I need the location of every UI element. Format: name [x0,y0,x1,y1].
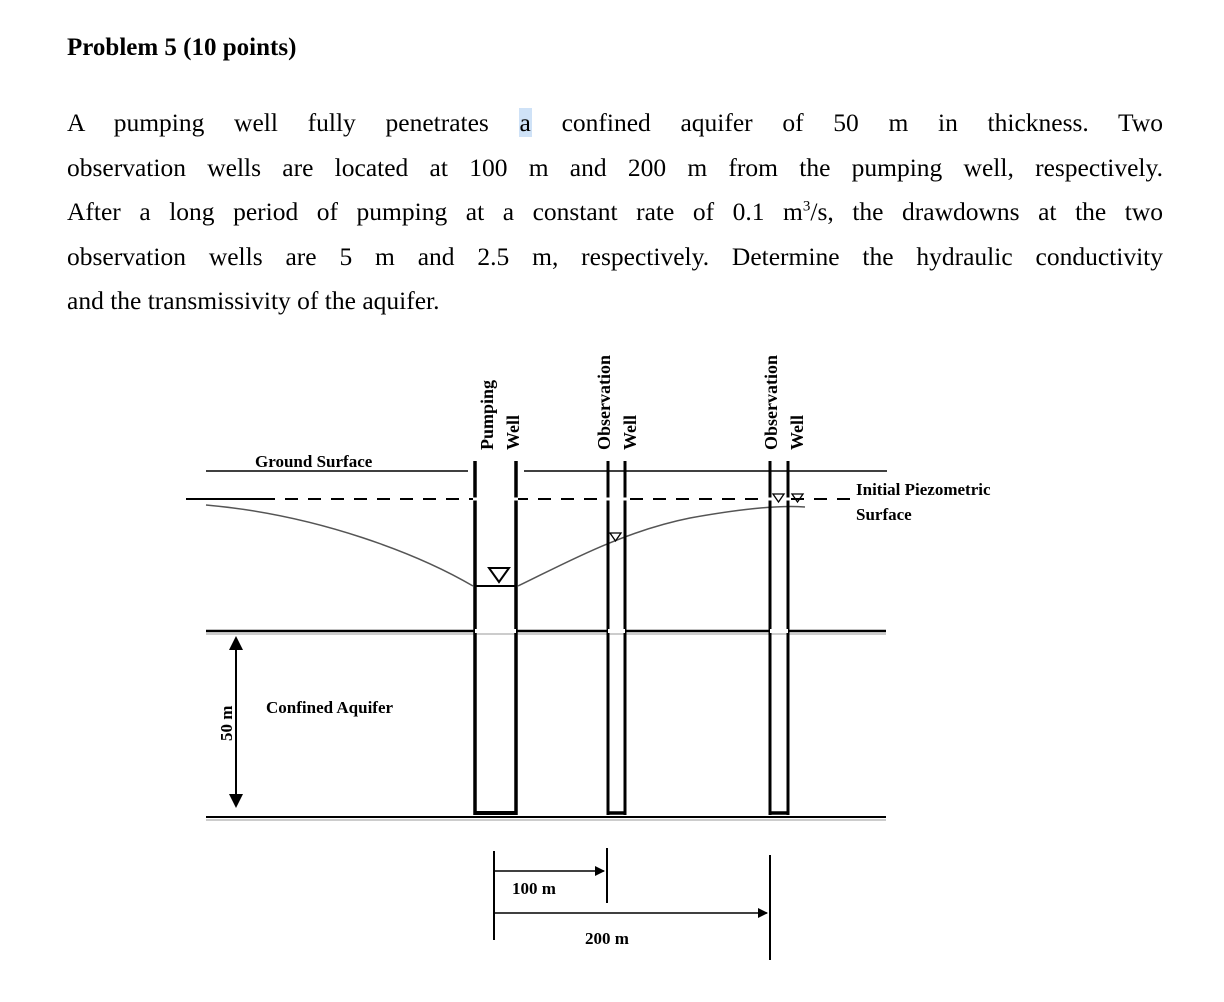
pumping-well-label-line-2: Well [503,415,523,450]
pumping-well-label-line-1: Pumping [477,379,497,450]
thickness-label: 50 m [217,705,236,741]
pumping-well [468,461,524,815]
observation-well-1 [606,461,627,815]
distance-200-label: 200 m [585,929,629,948]
thickness-arrow-down-icon [229,794,243,808]
observation-well-2-label-line-2: Well [787,415,807,450]
confined-aquifer-label: Confined Aquifer [266,698,394,717]
statement-line-5: and the transmissivity of the aquifer. [67,286,440,315]
distance-100-label: 100 m [512,879,556,898]
observation-well-2 [768,461,790,815]
statement-line-3-start: After a long period of pumping at a constant rate of 0.1 m [67,197,803,226]
ground-surface-label: Ground Surface [255,452,373,471]
observation-well-1-label-line-1: Observation [594,354,614,450]
statement-line-4: observation wells are 5 m and 2.5 m, respectively. Determine the hydraulic conductivity [67,241,1163,271]
observation-well-2-label-line-1: Observation [761,354,781,450]
piezometric-label-line-2: Surface [856,505,912,524]
statement-line-3-end: /s, the drawdowns at the two [810,197,1164,226]
piezometric-label-line-1: Initial Piezometric [856,480,991,499]
observation-well-1-label-line-2: Well [620,415,640,450]
statement-line-2: observation wells are located at 100 m and 200 m from the pumping well, respectively. [67,152,1163,182]
drawdown-curve-left [206,505,473,586]
text-selection-highlight[interactable]: a [519,108,531,137]
drawdown-curve-right [518,506,805,586]
statement-line-1-end: confined aquifer of 50 m in thickness. Two [531,108,1163,137]
problem-title: Problem 5 (10 points) [67,34,297,61]
thickness-arrow-up-icon [229,636,243,650]
superscript-3: 3 [802,198,811,215]
pumping-water-level-icon [489,568,509,582]
statement-line-1-start: A pumping well fully penetrates [67,108,519,137]
